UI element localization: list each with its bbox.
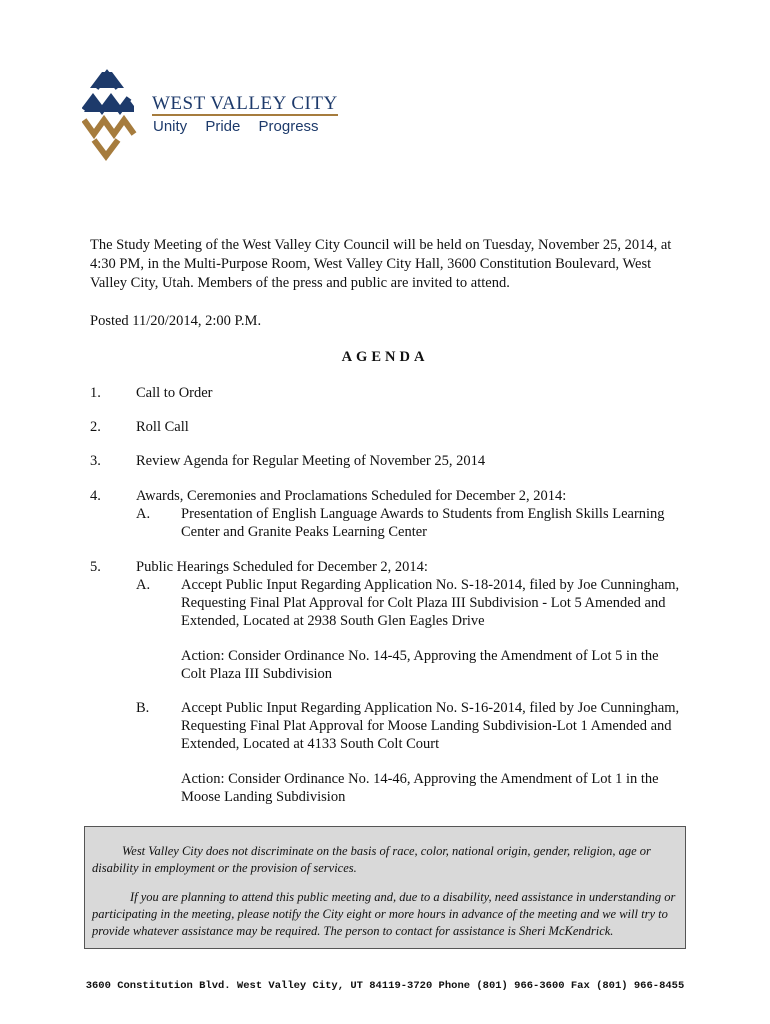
item-text: Roll Call <box>136 419 189 435</box>
item-number: 5. <box>90 559 101 575</box>
item-text: Review Agenda for Regular Meeting of November 25, 2014 <box>136 453 486 469</box>
item-text: Awards, Ceremonies and Proclamations Scheduled for December 2, 2014: <box>136 488 567 504</box>
footer-contact: 3600 Constitution Blvd. West Valley City, UT 84119-3720 Phone (801) 966-3600 Fax (801) 966-8455 <box>85 980 685 992</box>
meeting-notice: The Study Meeting of the West Valley City Council will be held on Tuesday, November 25, 2014, at 4:30 PM, in the Multi-Purpose Room, West Valley City Hall, 3600 Constitution Boulevard, West Valley City, Utah. Members of the press and public are invited to attend. <box>90 237 672 291</box>
notice-paragraph: West Valley City does not discriminate on the basis of race, color, national origin, gender, religion, age or disability in employment or the provision of services. <box>92 844 651 875</box>
action-text: Action: Consider Ordinance No. 14-45, Approving the Amendment of Lot 5 in the Colt Plaza III Subdivision <box>181 648 659 682</box>
item-text: Call to Order <box>136 385 213 401</box>
logo-divider <box>152 114 338 116</box>
item-text: Public Hearings Scheduled for December 2, 2014: <box>136 559 428 575</box>
city-logo-icon <box>82 68 342 164</box>
agenda-title: AGENDA <box>341 349 429 365</box>
action-text: Action: Consider Ordinance No. 14-46, Approving the Amendment of Lot 1 in the Moose Landing Subdivision <box>181 771 659 805</box>
sub-item-letter: A. <box>136 577 151 593</box>
sub-item-text: Accept Public Input Regarding Application No. S-16-2014, filed by Joe Cunningham, Requesting Final Plat Approval for Moose Landing Subdivision-Lot 1 Amended and Extended, Located at 4133 South Colt Court <box>181 700 680 752</box>
item-number: 1. <box>90 385 101 401</box>
sub-item-letter: A. <box>136 506 151 522</box>
sub-item-action <box>181 770 671 806</box>
sub-item-text: Presentation of English Language Awards to Students from English Skills Learning Center and Granite Peaks Learning Center <box>181 506 665 540</box>
sub-item-text: Accept Public Input Regarding Application No. S-18-2014, filed by Joe Cunningham, Requesting Final Plat Approval for Colt Plaza III Subdivision - Lot 5 Amended and Extended, Located at 2938 South Glen Eagles Drive <box>181 577 680 629</box>
logo-tagline: Unity Pride Progress <box>153 118 319 135</box>
posted-date: Posted 11/20/2014, 2:00 P.M. <box>90 313 262 329</box>
item-number: 3. <box>90 453 101 469</box>
item-number: 4. <box>90 488 101 504</box>
item-number: 2. <box>90 419 101 435</box>
sub-item-letter: B. <box>136 700 150 716</box>
notice-paragraph: If you are planning to attend this public meeting and, due to a disability, need assistance in understanding or participating in the meeting, please notify the City eight or more hours in advance of the meeting and we will try to provide whatever assistance may be required. The person to contact for assistance is Sheri McKendrick. <box>92 890 676 938</box>
nondiscrimination-notice <box>84 826 686 949</box>
logo-name: WEST VALLEY CITY <box>152 93 338 114</box>
sub-item-action <box>181 647 671 683</box>
